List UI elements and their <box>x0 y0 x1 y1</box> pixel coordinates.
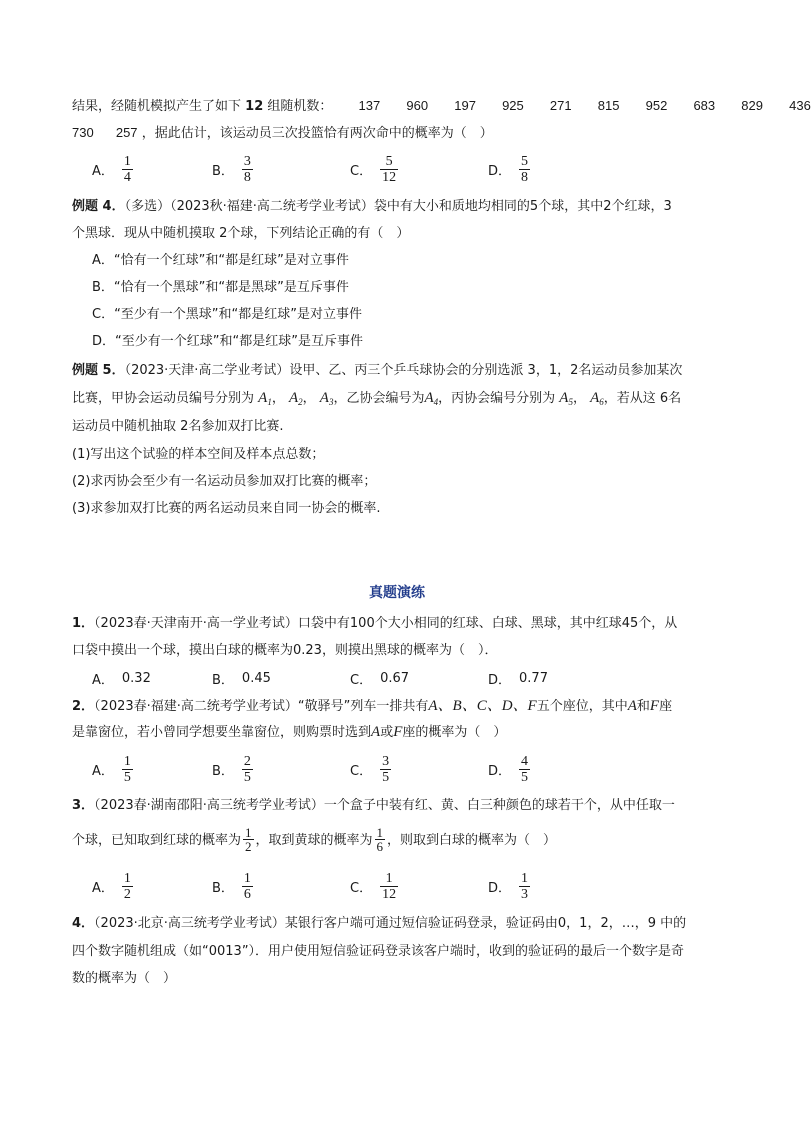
ex3-text: 组随机数： <box>267 99 333 114</box>
var-sub: 6 <box>599 397 604 407</box>
var-sub: 4 <box>433 397 439 407</box>
numerator: 1 <box>123 753 131 769</box>
ex5-item-2 <box>72 472 376 492</box>
option-label: D． <box>488 163 512 179</box>
random-number: 829 <box>741 98 763 113</box>
denominator: 8 <box>521 169 529 185</box>
ex4-line2 <box>72 224 409 244</box>
option-value: 0.32 <box>121 670 151 686</box>
q4-line2 <box>72 942 684 962</box>
ex5-text: （2023·天津·高二学业考试）设甲、乙、丙三个乒乓球协会的分别选派 3，1，2名运动员参加某次 <box>124 363 683 378</box>
var-letter: A <box>424 390 434 406</box>
sub-question: (2)求丙协会至少有一名运动员参加双打比赛的概率； <box>72 474 377 489</box>
question-number: 4． <box>72 916 95 931</box>
fraction <box>380 754 391 785</box>
option-b[interactable] <box>212 150 253 188</box>
denominator: 6 <box>376 839 384 854</box>
ex5-item-3 <box>72 499 381 519</box>
var-sub: 1 <box>267 397 272 407</box>
q3-options <box>92 867 652 905</box>
q3-text: 个球，已知取到红球的概率为 <box>72 833 242 848</box>
denominator: 5 <box>521 769 529 785</box>
var-a3 <box>320 390 334 406</box>
var-sub: 5 <box>568 397 573 407</box>
numerator: 2 <box>243 753 251 769</box>
fraction <box>122 754 133 785</box>
q1-line2 <box>72 641 497 661</box>
q1-line1 <box>72 614 677 634</box>
numerator: 1 <box>243 870 251 886</box>
sub-question: (1)写出这个试验的样本空间及样本点总数； <box>72 447 325 462</box>
seat-f: F <box>393 724 403 740</box>
q1-text: （2023春·天津南开·高一学业考试）口袋中有100个大小相同的红球、白球、黑球，其中红球45个，从 <box>94 616 678 631</box>
q4-line3 <box>72 969 176 989</box>
q1-text: 口袋中摸出一个球，摸出白球的概率为0.23，则摸出黑球的概率为（ ）． <box>72 643 498 658</box>
numerator: 3 <box>243 153 251 169</box>
q2-text: 座的概率为（ ） <box>402 725 507 740</box>
fraction <box>243 826 254 853</box>
numerator: 4 <box>521 753 529 769</box>
q4-text: （2023·北京·高三统考学业考试）某银行客户端可通过短信验证码登录，验证码由0，1，2，…，9 中的 <box>94 916 687 931</box>
option-label: B． <box>212 163 234 179</box>
var-a4 <box>424 390 438 406</box>
random-number: 137 <box>358 98 381 113</box>
random-number: 925 <box>502 98 524 113</box>
denominator: 12 <box>382 169 397 185</box>
question-number: 1． <box>72 616 95 631</box>
q2-line2 <box>72 722 506 743</box>
ex3-text: ，据此估计，该运动员三次投篮恰有两次命中的概率为（ ） <box>141 126 493 141</box>
option-c[interactable] <box>350 150 398 188</box>
ex5-line1 <box>72 361 682 381</box>
q2-line1 <box>72 696 672 717</box>
option-label: A． <box>92 763 114 779</box>
fraction <box>380 871 398 902</box>
option-a[interactable] <box>92 867 133 905</box>
fraction <box>242 871 253 902</box>
ex4-choice-a[interactable] <box>92 251 349 271</box>
denominator: 3 <box>521 886 529 902</box>
q1-options <box>92 659 652 697</box>
ex5-line3 <box>72 417 284 437</box>
option-label: A． <box>92 163 114 179</box>
option-b[interactable] <box>212 750 253 788</box>
option-value: 0.67 <box>380 670 410 686</box>
numerator: 1 <box>521 870 529 886</box>
fraction <box>519 154 530 185</box>
fraction <box>519 871 530 902</box>
q3-text: ，取到黄球的概率为 <box>255 833 373 848</box>
sub-question: (3)求参加双打比赛的两名运动员来自同一协会的概率. <box>72 501 381 516</box>
option-label: D． <box>488 672 512 688</box>
q2-options <box>92 750 652 788</box>
example-heading: 例题 4． <box>72 199 125 214</box>
option-c[interactable] <box>350 867 398 905</box>
ex5-text: ，乙协会编号为 <box>333 391 425 406</box>
random-number: 683 <box>693 98 716 113</box>
choice-text: B．“恰有一个黑球”和“都是黑球”是互斥事件 <box>92 280 349 295</box>
var-sub: 2 <box>298 397 303 407</box>
option-label: C． <box>350 763 373 779</box>
q2-text: 是靠窗位，若小曾同学想要坐靠窗位，则购票时选到 <box>72 725 372 740</box>
numerator: 1 <box>123 153 131 169</box>
option-label: D． <box>488 880 512 896</box>
fraction <box>242 154 253 185</box>
ex4-text: （多选）（2023秋·福建·高二统考学业考试）袋中有大小和质地均相同的5个球，其中2个红球，3 <box>124 199 672 214</box>
option-label: B． <box>212 763 234 779</box>
option-a[interactable] <box>92 659 151 697</box>
q3-line2 <box>72 827 556 855</box>
numerator: 1 <box>376 825 384 840</box>
random-number: 271 <box>549 98 572 113</box>
random-number: 960 <box>406 98 429 113</box>
option-c[interactable] <box>350 750 391 788</box>
var-letter: A <box>258 390 268 406</box>
ex4-choice-b[interactable] <box>92 278 349 298</box>
denominator: 4 <box>123 169 131 185</box>
ex5-item-1 <box>72 445 324 465</box>
q2-text: 座 <box>659 699 673 714</box>
var-letter: A <box>590 390 600 406</box>
q2-text: 和 <box>636 699 650 714</box>
random-number: 952 <box>645 98 668 113</box>
denominator: 5 <box>123 769 131 785</box>
fraction <box>519 754 530 785</box>
choice-text: C．“至少有一个黑球”和“都是红球”是对立事件 <box>92 307 363 322</box>
numerator: 3 <box>382 753 390 769</box>
random-number: 197 <box>454 98 476 113</box>
numerator: 1 <box>385 870 393 886</box>
numerator: 5 <box>385 153 393 169</box>
denominator: 6 <box>243 886 251 902</box>
option-label: C． <box>350 163 373 179</box>
choice-text: D．“至少有一个红球”和“都是红球”是互斥事件 <box>92 334 363 349</box>
var-letter: A <box>319 390 329 406</box>
q2-text: 或 <box>380 725 394 740</box>
example-heading: 例题 5． <box>72 363 125 378</box>
ex4-choice-c[interactable] <box>92 305 362 325</box>
q4-line1 <box>72 914 686 934</box>
option-label: A． <box>92 880 114 896</box>
ex3-options <box>92 150 652 188</box>
ex3-count: 12 <box>245 99 264 114</box>
denominator: 8 <box>243 169 251 185</box>
option-b[interactable] <box>212 659 271 697</box>
numerator: 5 <box>521 153 529 169</box>
fraction <box>122 871 133 902</box>
denominator: 12 <box>382 886 397 902</box>
option-d[interactable] <box>488 750 530 788</box>
fraction <box>375 826 386 853</box>
ex5-line2: 比赛，甲协会运动员编号分别为 $A_1$， $A_2$， $A_3$，乙协会编号为$A_4$，丙协会编号分别为 $A_5$， $A_6$，若从这 6名 <box>72 390 682 407</box>
fraction <box>380 154 398 185</box>
seat-list: A、B、C、D、F <box>428 698 537 714</box>
section-title: 真题演练 <box>369 585 425 601</box>
numerator: 1 <box>245 825 252 840</box>
option-label: A． <box>92 672 114 688</box>
var-a6 <box>590 390 604 406</box>
option-a[interactable] <box>92 750 133 788</box>
var-letter: A <box>559 390 569 406</box>
ex3-line1 <box>72 96 811 117</box>
var-a5 <box>559 390 573 406</box>
var-letter: A <box>288 390 299 406</box>
denominator: 2 <box>245 839 252 854</box>
ex3-line2 <box>72 123 493 144</box>
option-label: B． <box>212 880 234 896</box>
fraction <box>122 154 133 185</box>
ex4-line1 <box>72 197 672 217</box>
random-number: 257 <box>115 125 138 140</box>
q3-text: ，则取到白球的概率为（ ） <box>387 833 557 848</box>
ex3-text: 结果，经随机模拟产生了如下 <box>72 99 242 114</box>
q3-text: （2023春·湖南邵阳·高三统考学业考试）一个盒子中装有红、黄、白三种颜色的球若干个，从中任取一 <box>94 798 675 813</box>
option-label: D． <box>488 763 512 779</box>
ex5-text: 运动员中随机抽取 2名参加双打比赛. <box>72 419 284 434</box>
denominator: 5 <box>382 769 390 785</box>
fraction <box>242 754 253 785</box>
option-label: B． <box>212 672 234 688</box>
option-d[interactable] <box>488 150 530 188</box>
q2-text: 五个座位，其中 <box>536 699 628 714</box>
var-a2 <box>289 390 303 406</box>
ex5-text: 比赛，甲协会运动员编号分别为 <box>72 391 255 406</box>
var-a1 <box>258 390 272 406</box>
option-d[interactable] <box>488 867 530 905</box>
seat-a: A <box>371 724 381 740</box>
q4-text: 数的概率为（ ） <box>72 971 177 986</box>
random-number: 436 <box>789 98 811 113</box>
option-label: C． <box>350 672 373 688</box>
q2-text: （2023春·福建·高二统考学业考试）“敬驿号”列车一排共有 <box>94 699 429 714</box>
q3-line1 <box>72 796 675 816</box>
random-number: 815 <box>597 98 620 113</box>
ex4-text: 个黑球．现从中随机摸取 2个球，下列结论正确的有（ ） <box>72 226 410 241</box>
option-d[interactable] <box>488 659 548 697</box>
ex5-text: ，若从这 6名 <box>603 391 682 406</box>
option-value: 0.77 <box>519 670 548 686</box>
option-value: 0.45 <box>241 670 271 686</box>
random-number: 730 <box>72 125 94 140</box>
ex5-text: ，丙协会编号分别为 <box>438 391 556 406</box>
q4-text: 四个数字随机组成（如“0013”）．用户使用短信验证码登录该客户端时，收到的验证码的最后一个数字是奇 <box>72 944 685 959</box>
denominator: 2 <box>123 886 131 902</box>
numerator: 1 <box>123 870 131 886</box>
var-sub: 3 <box>328 397 334 407</box>
ex4-choice-d[interactable] <box>92 332 363 352</box>
option-b[interactable] <box>212 867 253 905</box>
choice-text: A．“恰有一个红球”和“都是红球”是对立事件 <box>92 253 349 268</box>
seat-a: A <box>627 698 637 714</box>
seat-f: F <box>649 698 660 714</box>
question-number: 3． <box>72 798 95 813</box>
option-c[interactable] <box>350 659 409 697</box>
option-a[interactable] <box>92 150 133 188</box>
option-label: C． <box>350 880 373 896</box>
denominator: 5 <box>243 769 251 785</box>
question-number: 2． <box>72 699 95 714</box>
